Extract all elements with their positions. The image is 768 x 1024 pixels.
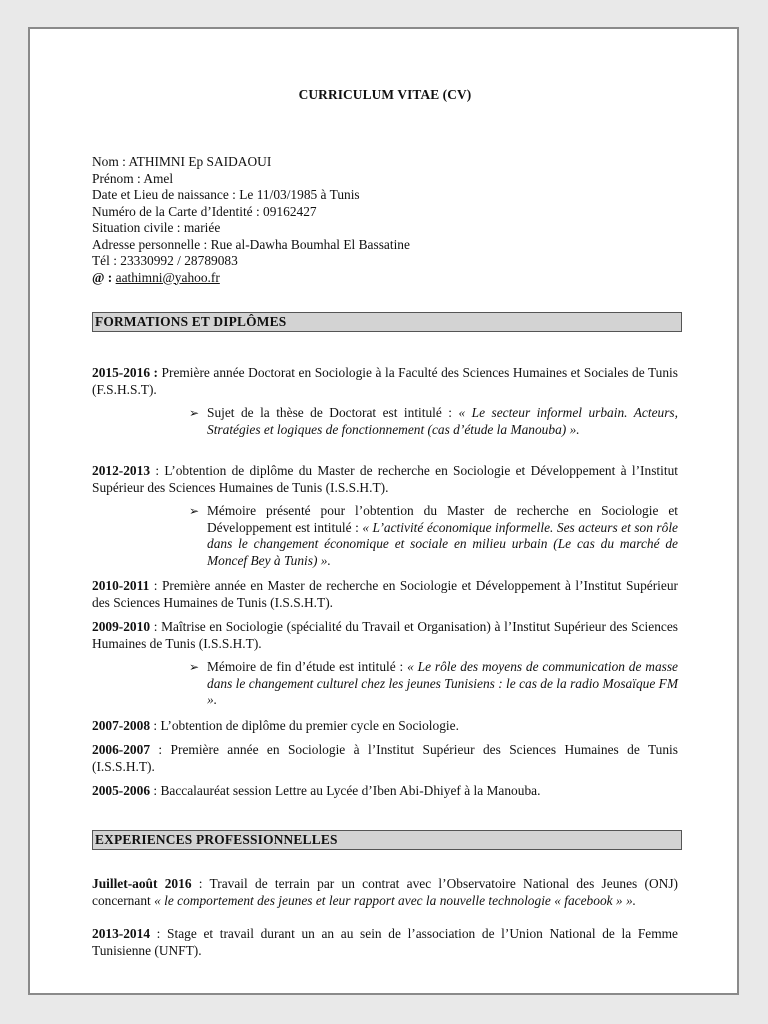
formation-entry: [92, 783, 678, 800]
identity-nom: Nom : ATHIMNI Ep SAIDAOUI: [92, 154, 272, 169]
formation-entry: [92, 578, 678, 611]
formation-entry: [92, 619, 678, 652]
formation-year: 2007-2008: [92, 718, 151, 733]
formation-bullet: [189, 659, 678, 709]
identity-tel: Tél : 23330992 / 28789083: [92, 253, 238, 268]
bullet-text: Sujet de la thèse de Doctorat est intitulé :: [207, 405, 459, 420]
identity-prenom: Prénom : Amel: [92, 170, 174, 186]
identity-adresse: Adresse personnelle : Rue al-Dawha Boumhal El Bassatine: [92, 236, 410, 252]
experience-text: : Stage et travail durant un an au sein de l’association de l’Union National de la Femme Tunisienne (UNFT).: [92, 926, 678, 958]
section-experiences-header: EXPERIENCES PROFESSIONNELLES: [92, 830, 682, 850]
formation-entry: [92, 718, 678, 735]
formation-year: 2009-2010: [92, 619, 151, 634]
identity-email-line: [92, 270, 678, 287]
bullet-italic-text: « L’activité économique informelle. Ses acteurs et son rôle dans le changement économique et sociale en milieu urbain (Le cas du marché de Moncef Bey à Tunis) ».: [207, 519, 679, 568]
formation-bullet: [189, 405, 678, 438]
bullet-text: Mémoire de fin d’étude est intitulé :: [207, 659, 408, 674]
experience-entry: [92, 926, 678, 959]
formation-text: : Maîtrise en Sociologie (spécialité du Travail et Organisation) à l’Institut Supérieur des Sciences Humaines de Tunis (I.S.S.H.T).: [92, 619, 678, 651]
formation-year: 2006-2007: [92, 742, 151, 757]
formation-year: 2012-2013: [92, 463, 151, 478]
identity-block: [92, 154, 678, 286]
formation-entry: [92, 463, 678, 496]
formation-year: 2005-2006: [92, 783, 151, 798]
document-title: CURRICULUM VITAE (CV): [298, 87, 472, 102]
email-link[interactable]: aathimni@yahoo.fr: [115, 269, 220, 285]
section-formations-header: FORMATIONS ET DIPLÔMES: [92, 312, 682, 332]
formation-year: 2010-2011: [92, 578, 150, 593]
formation-text: : Première année en Master de recherche en Sociologie et Développement à l’Institut Supérieur des Sciences Humaines de Tunis (I.S.S.H.T).: [92, 578, 678, 610]
formation-bullet: [189, 503, 679, 569]
bullet-italic-text: « Le secteur informel urbain. Acteurs, Stratégies et logiques de fonctionnement (cas d’étude la Manouba) ».: [207, 405, 678, 437]
formation-entry: [92, 365, 678, 398]
cv-page: [28, 27, 739, 995]
arrow-bullet-icon: ➢: [189, 660, 200, 674]
formation-text: : L’obtention de diplôme du premier cycle en Sociologie.: [150, 718, 459, 733]
experience-entry: [92, 876, 678, 909]
experience-text: : Travail de terrain par un contrat avec l’Observatoire National des Jeunes (ONJ) concernant: [92, 876, 678, 908]
experience-year: 2013-2014: [92, 926, 151, 941]
experience-italic-text: « le comportement des jeunes et leur rapport avec la nouvelle technologie « facebook » ».: [154, 892, 637, 908]
bullet-italic-text: « Le rôle des moyens de communication de masse dans le changement culturel chez les jeunes Tunisiens : le cas de la radio Mosaïque FM ».: [207, 659, 678, 707]
email-prefix: @ :: [92, 269, 116, 285]
formation-year: 2015-2016 :: [92, 365, 159, 380]
formation-text: : L’obtention de diplôme du Master de recherche en Sociologie et Développement à l’Institut Supérieur des Sciences Humaines de Tunis (I.S.S.H.T).: [92, 463, 678, 495]
identity-carte: Numéro de la Carte d’Identité : 09162427: [92, 203, 317, 219]
arrow-bullet-icon: ➢: [189, 504, 200, 518]
formation-text: Première année Doctorat en Sociologie à la Faculté des Sciences Humaines et Sociales de Tunis (F.S.H.S.T).: [92, 365, 678, 397]
arrow-bullet-icon: ➢: [189, 406, 200, 420]
formation-text: : Baccalauréat session Lettre au Lycée d’Iben Abi-Dhiyef à la Manouba.: [150, 783, 541, 798]
experience-year: Juillet-août 2016: [92, 876, 192, 891]
formation-text: : Première année en Sociologie à l’Institut Supérieur des Sciences Humaines de Tunis (I.S.S.H.T).: [92, 742, 678, 774]
formation-entry: [92, 742, 678, 775]
identity-naissance: Date et Lieu de naissance : Le 11/03/1985 à Tunis: [92, 187, 360, 202]
identity-situation: Situation civile : mariée: [92, 220, 221, 235]
bullet-text: Mémoire présenté pour l’obtention du Master de recherche en Sociologie et Développement est intitulé :: [207, 503, 678, 535]
